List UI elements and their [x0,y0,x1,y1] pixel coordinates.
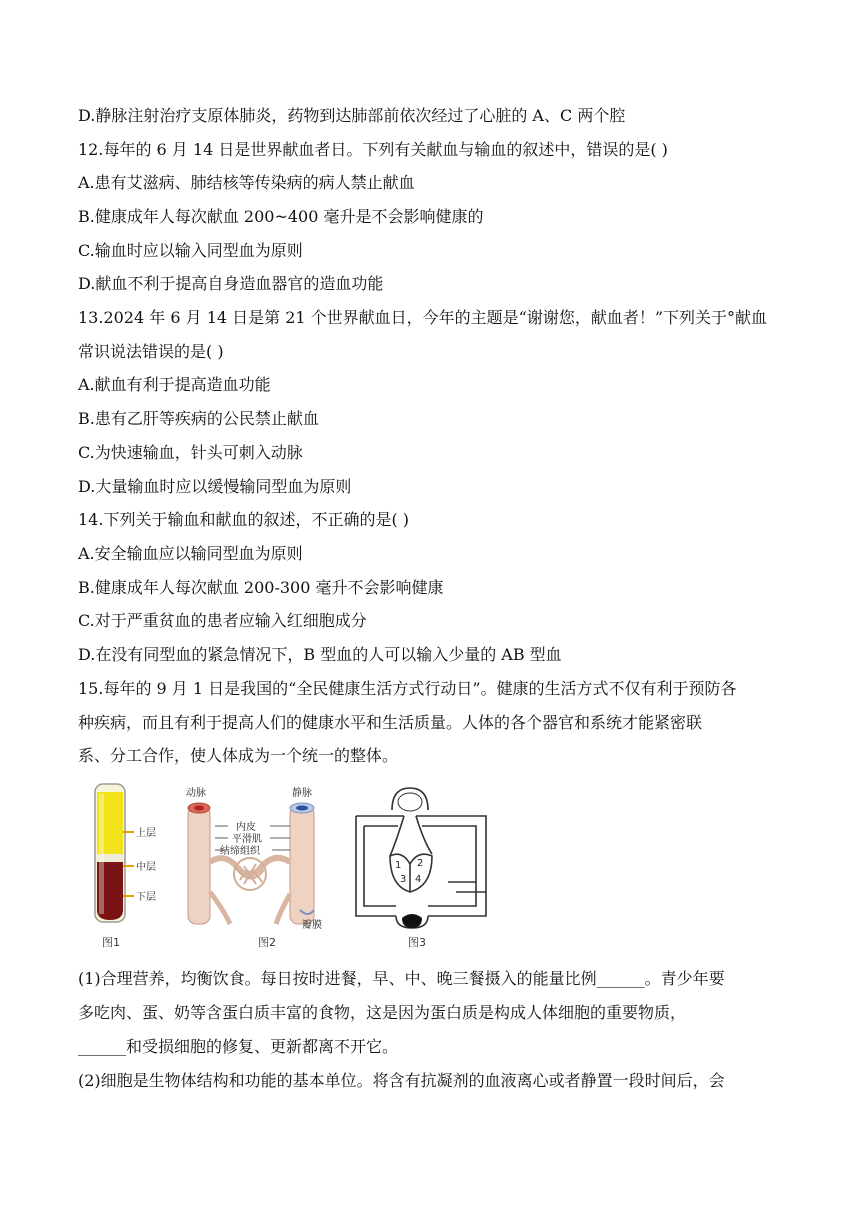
figure-1 [90,782,170,952]
figure-2 [180,782,340,952]
label-chamber-1: 1 [395,860,402,871]
text-line: 常识说法错误的是( ) [78,342,224,361]
label-vein: 静脉 [292,788,312,799]
label-upper-layer: 上层 [136,828,156,839]
label-smooth-muscle: 平滑肌 [232,834,262,845]
text-line: 12.每年的 6 月 14 日是世界献血者日。下列有关献血与输血的叙述中，错误的是( ) [78,140,668,159]
blood-tube-diagram [90,782,170,932]
text-line: ______和受损细胞的修复、更新都离不开它。 [78,1037,399,1056]
text-line: D.大量输血时应以缓慢输同型血为原则 [78,477,352,496]
figure-3-caption: 图3 [408,936,426,949]
text-line: D.静脉注射治疗支原体肺炎，药物到达肺部前依次经过了心脏的 A、C 两个腔 [78,106,626,125]
text-line: (2)细胞是生物体结构和功能的基本单位。将含有抗凝剂的血液离心或者静置一段时间后，会 [78,1071,725,1090]
label-chamber-4: 4 [415,874,422,885]
text-line: A.患有艾滋病、肺结核等传染病的病人禁止献血 [78,173,415,192]
figure-3 [352,782,492,952]
text-line: C.输血时应以输入同型血为原则 [78,241,303,260]
figure-2-caption: 图2 [258,936,276,949]
text-line: A.献血有利于提高造血功能 [78,375,271,394]
blood-vessels-diagram [180,782,340,932]
text-line: 14.下列关于输血和献血的叙述，不正确的是( ) [78,510,410,529]
label-chamber-3: 3 [400,874,407,885]
label-artery: 动脉 [186,788,206,799]
figure-1-caption: 图1 [102,936,120,949]
label-chamber-2: 2 [417,858,424,869]
text-line: 15.每年的 9 月 1 日是我国的“全民健康生活方式行动日”。健康的生活方式不仅有利于预防各 [78,679,737,698]
text-line: D.献血不利于提高自身造血器官的造血功能 [78,274,384,293]
text-line: 13.2024 年 6 月 14 日是第 21 个世界献血日，今年的主题是“谢谢您，献血者！”下列关于°献血 [78,308,768,327]
label-connective-tissue: 结缔组织 [220,846,260,857]
text-line: B.健康成年人每次献血 200-300 毫升不会影响健康 [78,578,444,597]
text-line: A.安全输血应以输同型血为原则 [78,544,303,563]
label-valve: 瓣膜 [302,920,322,931]
text-line: C.为快速输血，针头可刺入动脉 [78,443,303,462]
text-line: B.健康成年人每次献血 200~400 毫升是不会影响健康的 [78,207,484,226]
text-line: D.在没有同型血的紧急情况下，B 型血的人可以输入少量的 AB 型血 [78,645,562,664]
circulation-diagram [352,782,492,932]
figures-row [90,782,510,952]
text-line: B.患有乙肝等疾病的公民禁止献血 [78,409,319,428]
label-lower-layer: 下层 [136,892,156,903]
text-line: C.对于严重贫血的患者应输入红细胞成分 [78,611,367,630]
label-middle-layer: 中层 [136,862,156,873]
text-line: 种疾病，而且有利于提高人们的健康水平和生活质量。人体的各个器官和系统才能紧密联 [78,713,703,732]
text-line: 多吃肉、蛋、奶等含蛋白质丰富的食物，这是因为蛋白质是构成人体细胞的重要物质， [78,1003,687,1022]
label-endothelium: 内皮 [236,822,256,833]
text-line: 系、分工合作，使人体成为一个统一的整体。 [78,746,399,765]
text-line: (1)合理营养，均衡饮食。每日按时进餐，早、中、晚三餐摄入的能量比例______。青少年要 [78,969,725,988]
